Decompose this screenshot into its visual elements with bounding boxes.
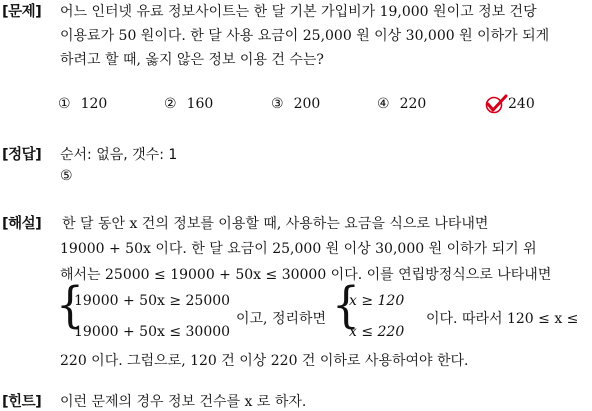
question-line-3: 하려고 할 때, 옳지 않은 정보 이용 건 수는? bbox=[60, 52, 324, 68]
answer-order-count: 순서: 없음, 갯수: 1 bbox=[60, 147, 178, 163]
answer-tag: [정답] bbox=[2, 147, 42, 163]
explanation-final-line: 220 이다. 그럼으로, 120 건 이상 220 건 이하로 사용하여야 한다. bbox=[60, 353, 469, 369]
choice-value: 220 bbox=[399, 96, 427, 112]
choice-number: ③ bbox=[271, 96, 284, 112]
answer-choice: ⑤ bbox=[60, 168, 73, 184]
explanation-line-1: 한 달 동안 x 건의 정보를 이용할 때, 사용하는 요금을 식으로 나타내면 bbox=[62, 216, 489, 232]
choice-number: ④ bbox=[377, 96, 390, 112]
hint-tag: [힌트] bbox=[2, 394, 42, 410]
left-brace-icon: { bbox=[56, 277, 84, 334]
choice-number: ② bbox=[164, 96, 177, 112]
system-2-inequality-1: x ≥ 120 bbox=[349, 293, 405, 309]
explanation-line-2: 19000 + 50x 이다. 한 달 요금이 25,000 원 이상 30,000 원 이하가 되기 위 bbox=[60, 241, 537, 257]
choice-number: ① bbox=[58, 96, 71, 112]
explanation-conclusion: 이다. 따라서 120 ≤ x ≤ bbox=[426, 311, 579, 327]
system-1-inequality-1: 19000 + 50x ≥ 25000 bbox=[74, 293, 231, 309]
choice-value: 160 bbox=[186, 96, 214, 112]
question-line-2: 이용료가 50 원이다. 한 달 사용 요금이 25,000 원 이상 30,000 원 이하가 되게 bbox=[60, 28, 550, 44]
system-2-inequality-2: x ≤ 220 bbox=[349, 324, 405, 340]
explanation-tag: [해설] bbox=[2, 216, 42, 232]
choice-value: 200 bbox=[293, 96, 321, 112]
question-tag: [문제] bbox=[2, 4, 42, 20]
system-1-inequality-2: 19000 + 50x ≤ 30000 bbox=[74, 324, 231, 340]
choice-value: 120 bbox=[80, 96, 108, 112]
explanation-line-3: 해서는 25000 ≤ 19000 + 50x ≤ 30000 이다. 이를 연립방정식으로 나타내면 bbox=[60, 267, 552, 283]
check-mark-icon bbox=[484, 93, 510, 119]
choice-value: 240 bbox=[508, 96, 535, 112]
choice-3[interactable] bbox=[271, 96, 320, 112]
choice-2[interactable] bbox=[164, 96, 213, 112]
choice-1[interactable] bbox=[58, 96, 107, 112]
left-brace-icon: { bbox=[332, 277, 360, 334]
hint-line: 이런 문제의 경우 정보 건수를 x 로 하자. bbox=[60, 394, 307, 410]
answer-choices bbox=[0, 96, 592, 116]
choice-4[interactable] bbox=[377, 96, 426, 112]
explanation-connector: 이고, 정리하면 bbox=[236, 311, 327, 327]
question-line-1: 어느 인터넷 유료 정보사이트는 한 달 기본 가입비가 19,000 원이고 정보 건당 bbox=[60, 4, 537, 20]
choice-5[interactable] bbox=[508, 96, 535, 112]
